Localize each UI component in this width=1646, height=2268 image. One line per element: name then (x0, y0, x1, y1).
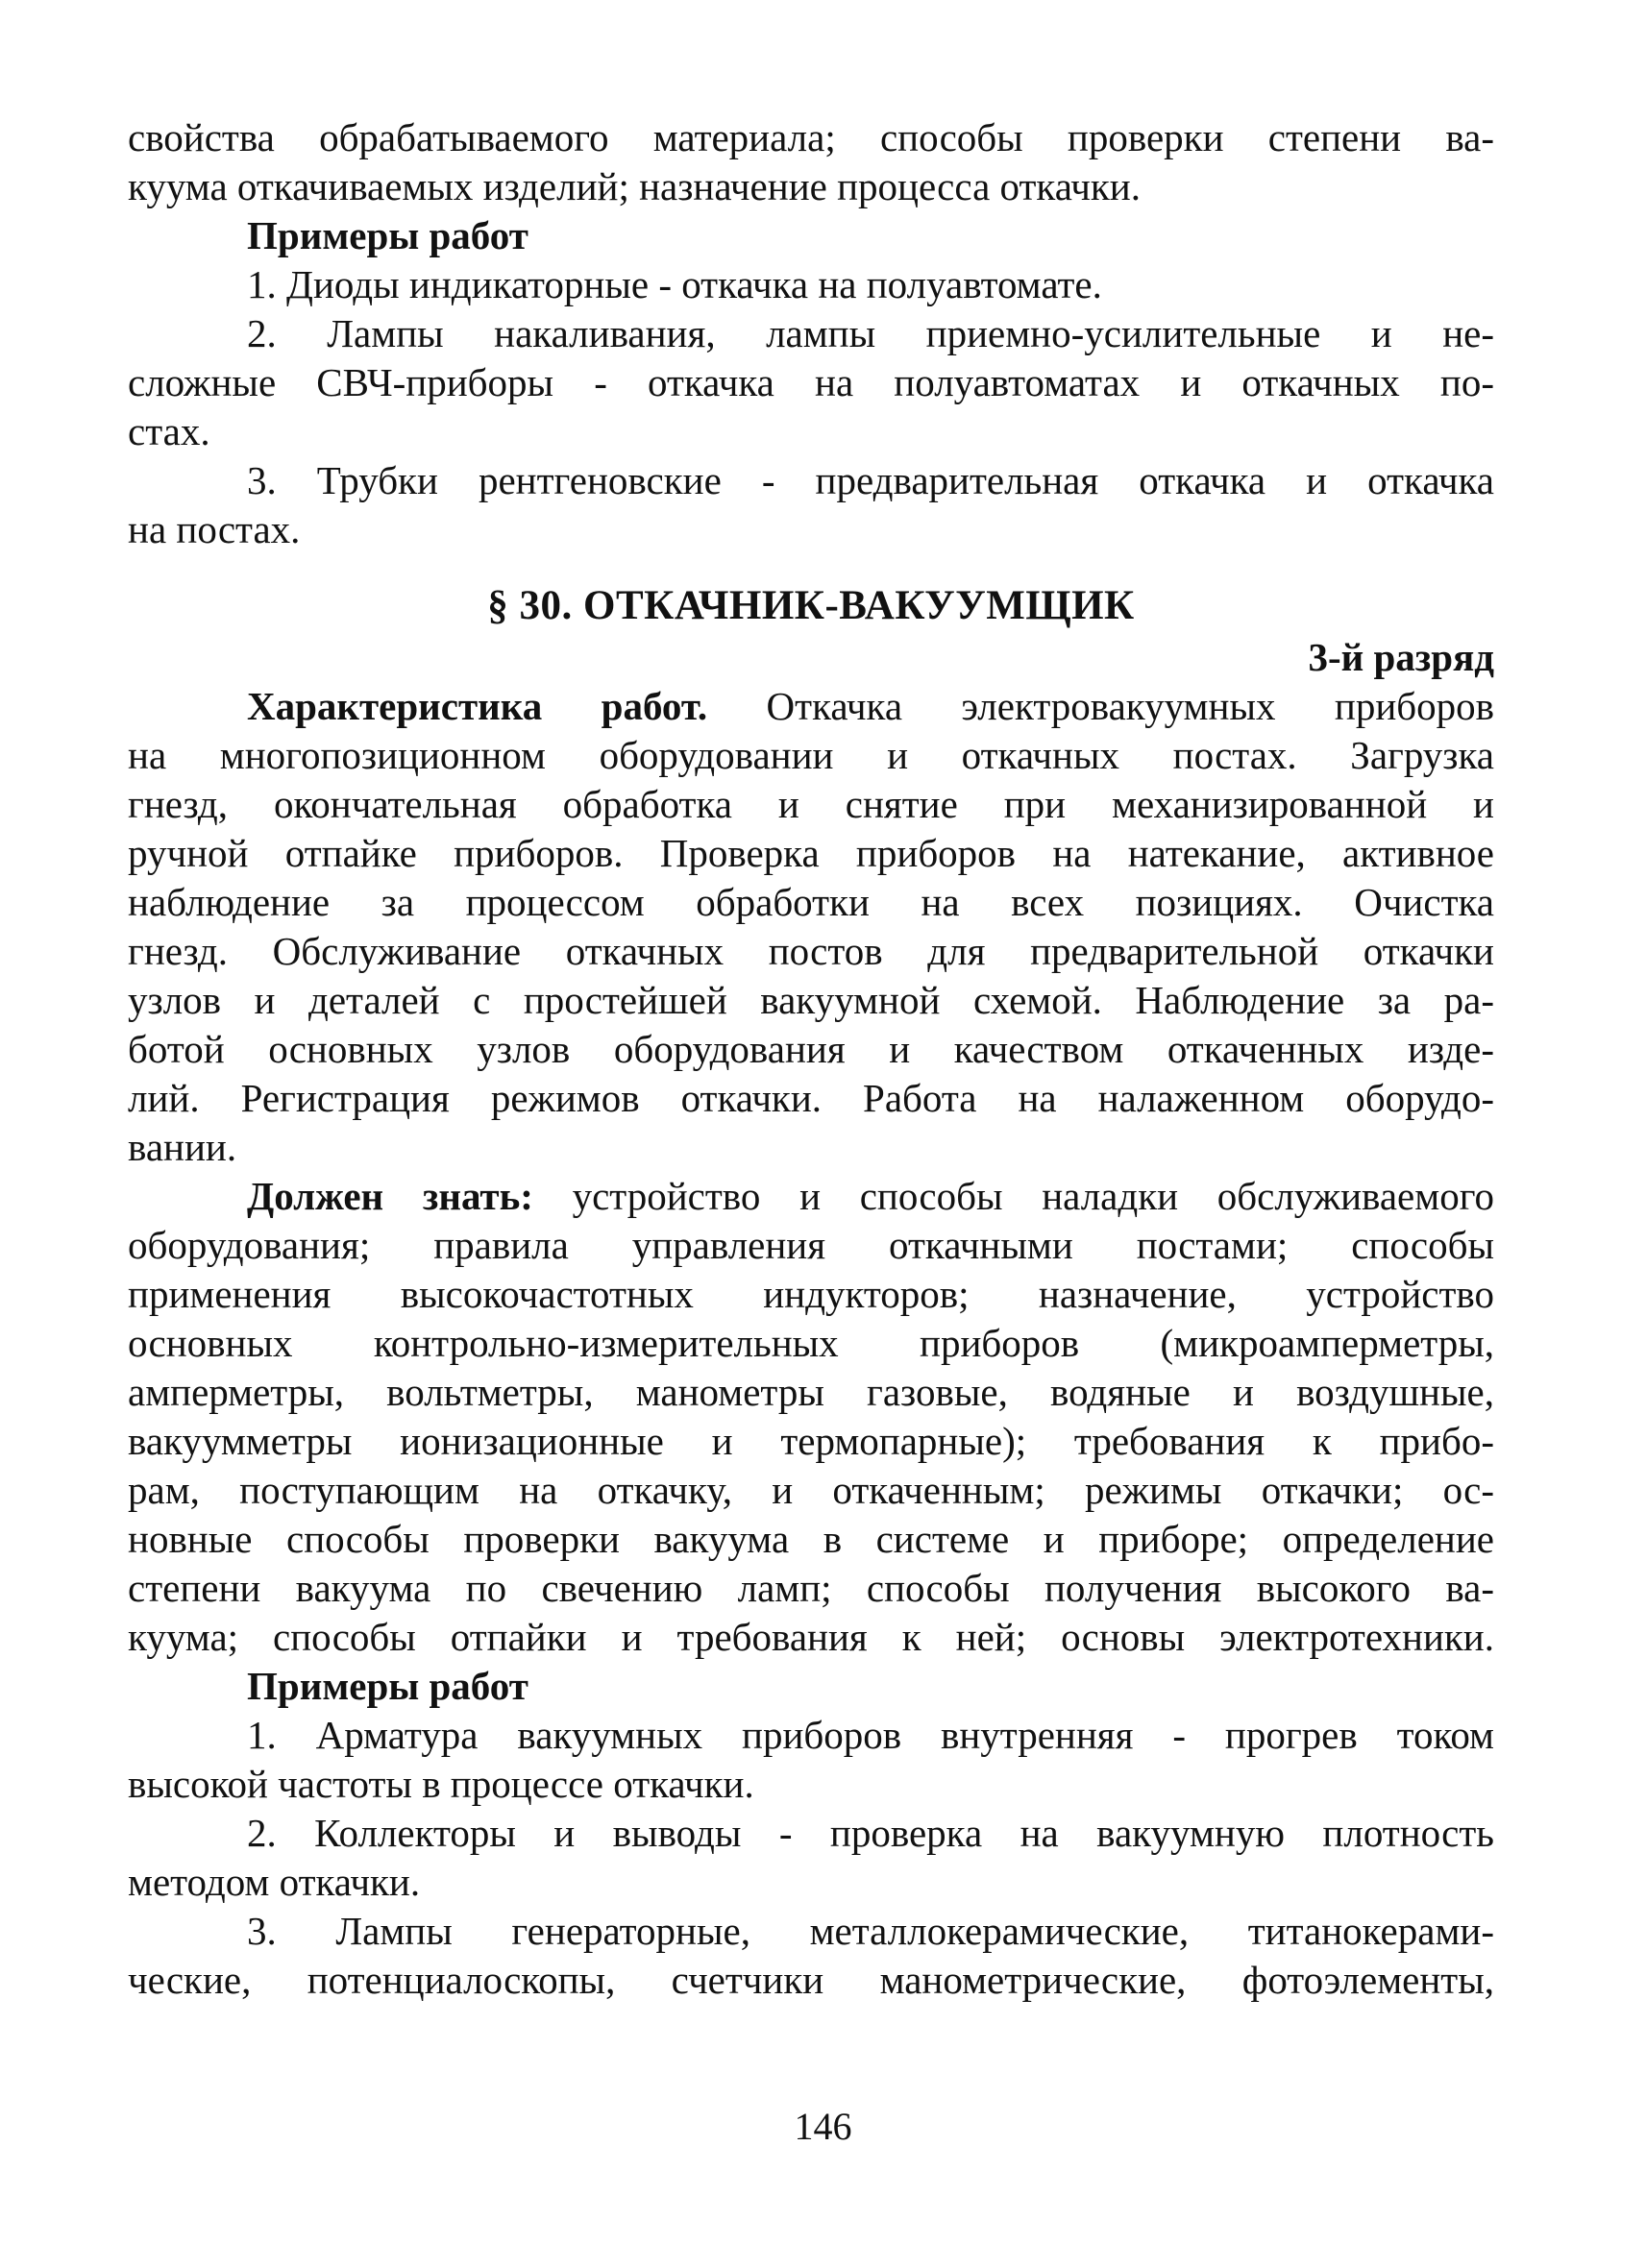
text-line: оборудования; правила управления откачными постами; способы (128, 1223, 1494, 1267)
text-line: применения высокочастотных индукторов; назначение, устройство (128, 1272, 1494, 1316)
text-line: наблюдение за процессом обработки на всех позициях. Очистка (128, 880, 1494, 924)
page-content (128, 113, 1494, 2005)
text-line: высокой частоты в процессе откачки. (128, 1762, 754, 1806)
knowledge-label: Должен знать: (247, 1174, 533, 1218)
text-line: лий. Регистрация режимов откачки. Работа на налаженном оборудо- (128, 1076, 1494, 1120)
text-line: рам, поступающим на откачку, и откаченным; режимы откачки; ос- (128, 1468, 1494, 1512)
text-line: ческие, потенциалоскопы, счетчики манометрические, фотоэлементы, (128, 1958, 1494, 2002)
text-line: узлов и деталей с простейшей вакуумной схемой. Наблюдение за ра- (128, 978, 1494, 1022)
text-line: вании. (128, 1125, 237, 1169)
text-line: методом откачки. (128, 1860, 421, 1904)
knowledge-first-line (128, 1172, 1494, 1221)
text-line: стах. (128, 409, 210, 453)
text-line: вакуумметры ионизационные и термопарные); требования к прибо- (128, 1419, 1494, 1463)
text-line: гнезд, окончательная обработка и снятие при механизированной и (128, 782, 1494, 826)
example-item: 1. Арматура вакуумных приборов внутренняя - прогрев током (247, 1713, 1494, 1757)
characteristics-label: Характеристика работ. (247, 684, 708, 728)
text-line: новные способы проверки вакуума в системе и приборе; определение (128, 1517, 1494, 1561)
text-line: ботой основных узлов оборудования и качеством откаченных изде- (128, 1027, 1494, 1071)
section-title: § 30. ОТКАЧНИК-ВАКУУМЩИК (487, 583, 1135, 628)
text-line: гнезд. Обслуживание откачных постов для предварительной откачки (128, 929, 1494, 973)
text-line: основных контрольно-измерительных приборов (микроамперметры, (128, 1321, 1494, 1365)
text-line: свойства обрабатываемого материала; способы проверки степени ва- (128, 115, 1494, 159)
text-line: на постах. (128, 507, 301, 551)
example-item: 2. Коллекторы и выводы - проверка на вакуумную плотность (247, 1811, 1494, 1855)
examples-heading: Примеры работ (247, 213, 528, 257)
text-line: куума; способы отпайки и требования к ней; основы электротехники. (128, 1615, 1494, 1659)
text-line: степени вакуума по свечению ламп; способы получения высокого ва- (128, 1566, 1494, 1610)
text-line: ручной отпайке приборов. Проверка приборов на натекание, активное (128, 831, 1494, 875)
text-line: куума откачиваемых изделий; назначение процесса откачки. (128, 164, 1141, 208)
example-item: 3. Трубки рентгеновские - предварительная откачка и откачка (247, 458, 1494, 502)
page-number: 146 (794, 2105, 852, 2148)
examples-heading: Примеры работ (247, 1664, 528, 1708)
text-line: на многопозиционном оборудовании и откачных постах. Загрузка (128, 733, 1494, 777)
example-item: 1. Диоды индикаторные - откачка на полуавтомате. (247, 262, 1102, 306)
knowledge-text: устройство и способы наладки обслуживаемого (532, 1174, 1494, 1218)
characteristics-first-line (128, 682, 1494, 731)
characteristics-text: Откачка электровакуумных приборов (707, 684, 1494, 728)
example-item: 2. Лампы накаливания, лампы приемно-усилительные и не- (247, 311, 1494, 355)
text-line: сложные СВЧ-приборы - откачка на полуавтоматах и откачных по- (128, 360, 1494, 404)
text-line: амперметры, вольтметры, манометры газовые, водяные и воздушные, (128, 1370, 1494, 1414)
grade-label: 3-й разряд (1308, 635, 1494, 679)
example-item: 3. Лампы генераторные, металлокерамические, титанокерами- (247, 1909, 1494, 1953)
